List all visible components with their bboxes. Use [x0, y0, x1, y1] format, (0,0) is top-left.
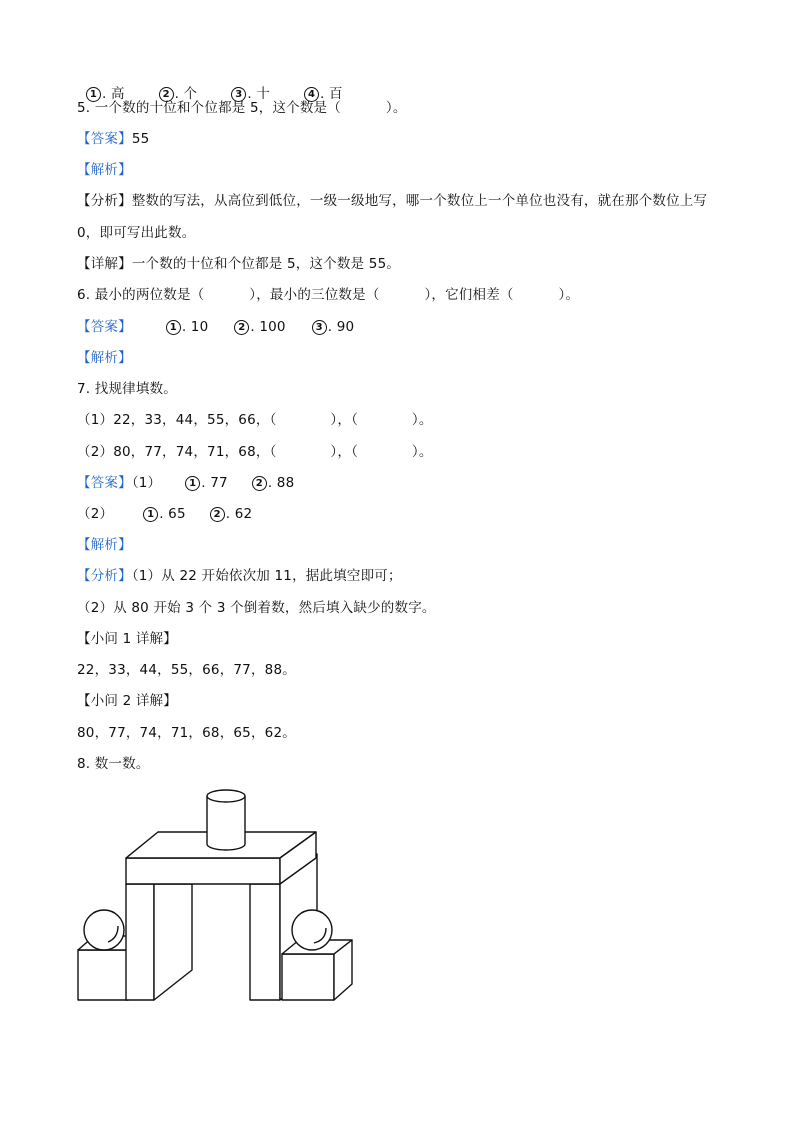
q5-detail: 【详解】一个数的十位和个位都是 5，这个数是 55。 — [77, 256, 401, 272]
q5-analysis-tag: 【解析】 — [77, 162, 132, 178]
q7-sub2: （2）80，77，74，71，68，（ ），（ ）。 — [77, 444, 433, 460]
q7-detail2: 80，77，74，71，68，65，62。 — [77, 725, 296, 741]
q5-question: 5. 一个数的十位和个位都是 5，这个数是（ ）。 — [77, 100, 407, 116]
answer-tag: 【答案】 — [77, 475, 132, 491]
circled-number-icon: 2 — [210, 507, 225, 522]
circled-number-icon: 1 — [166, 320, 181, 335]
q7-sub1: （1）22，33，44，55，66，（ ），（ ）。 — [77, 412, 433, 428]
q7-question: 7. 找规律填数。 — [77, 381, 177, 397]
q5-fenxi: 【分析】整数的写法，从高位到低位，一级一级地写，哪一个数位上一个单位也没有，就在那个数位上写 — [77, 193, 708, 209]
options-row — [77, 67, 343, 103]
q8-question: 8. 数一数。 — [77, 756, 150, 772]
q7-fenxi-1: 【分析】（1）从 22 开始依次加 11，据此填空即可； — [77, 568, 402, 584]
circled-number-icon: 1 — [143, 507, 158, 522]
right-sphere — [292, 910, 332, 950]
circled-number-icon: 3 — [312, 320, 327, 335]
q6-analysis-tag: 【解析】 — [77, 350, 132, 366]
q7-fenxi-2: （2）从 80 开始 3 个 3 个倒着数，然后填入缺少的数字。 — [77, 600, 436, 616]
answer-tag: 【答案】 — [77, 131, 132, 147]
left-sphere — [84, 910, 124, 950]
q7-detail1: 22，33，44，55，66，77，88。 — [77, 662, 296, 678]
q7-answer-1: 【答案】（1） 1 . 77 2 . 88 — [77, 475, 295, 491]
q7-analysis-tag: 【解析】 — [77, 537, 132, 553]
circled-number-icon: 2 — [234, 320, 249, 335]
left-pillar — [126, 884, 192, 1000]
circled-number-icon: 4 — [304, 87, 319, 102]
q6-answer: 【答案】 1 . 10 2 . 100 3 . 90 — [77, 319, 355, 335]
option-4: 4 . 百 — [304, 86, 343, 102]
circled-number-icon: 1 — [86, 87, 101, 102]
q7-detail1-tag: 【小问 1 详解】 — [77, 631, 177, 647]
q7-answer-2: （2） 1 . 65 2 . 62 — [77, 506, 253, 522]
circled-number-icon: 3 — [231, 87, 246, 102]
option-3: 3 . 十 — [231, 86, 270, 102]
q6-question: 6. 最小的两位数是（ ），最小的三位数是（ ），它们相差（ ）。 — [77, 287, 580, 303]
q5-answer: 【答案】55 — [77, 131, 150, 147]
circled-number-icon: 1 — [185, 476, 200, 491]
answer-tag: 【答案】 — [77, 319, 132, 335]
circled-number-icon: 2 — [159, 87, 174, 102]
circled-number-icon: 2 — [252, 476, 267, 491]
q7-detail2-tag: 【小问 2 详解】 — [77, 693, 177, 709]
q5-fenxi-cont: 0，即可写出此数。 — [77, 225, 196, 241]
building-blocks-figure — [74, 782, 364, 1004]
option-1: 1 . 高 — [86, 86, 125, 102]
cylinder — [207, 790, 245, 850]
option-2: 2 . 个 — [159, 86, 198, 102]
